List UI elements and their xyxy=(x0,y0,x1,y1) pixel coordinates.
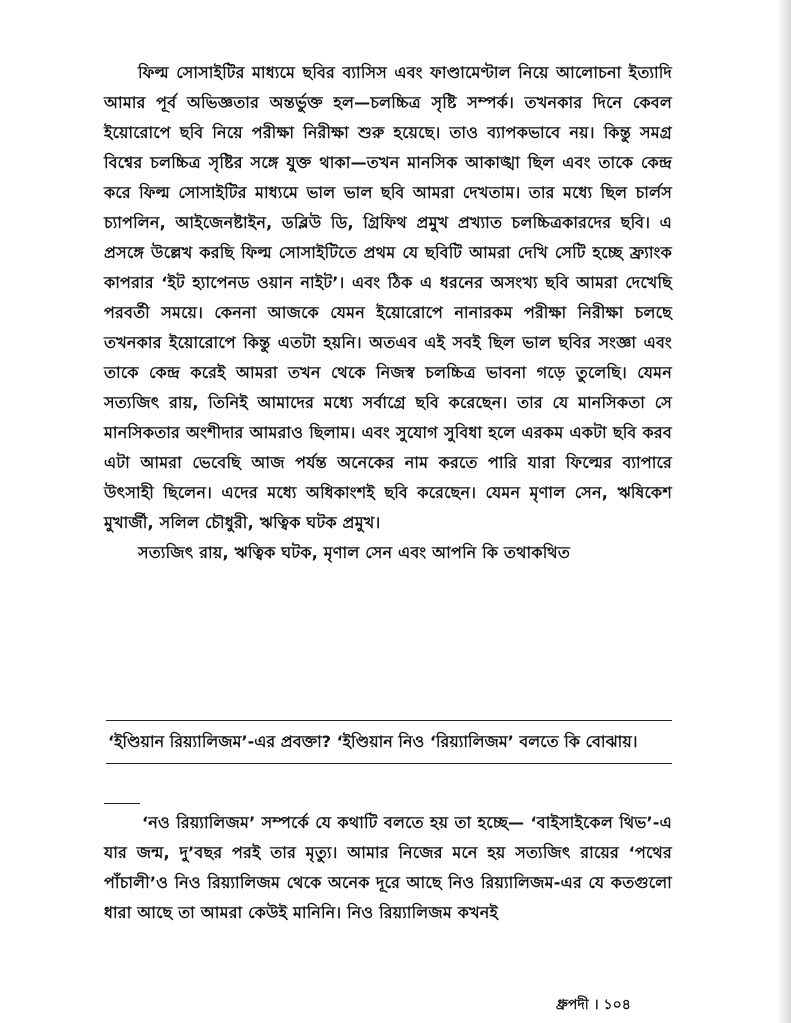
answer-separator xyxy=(104,803,140,804)
paragraph-1-last-line: সত্যজিৎ রায়, ঋত্বিক ঘটক, মৃণাল সেন এবং আপনি কি তথাকথিত xyxy=(138,543,571,562)
question-rule-top xyxy=(106,720,672,721)
interview-question: ‘ইণ্ডিয়ান রিয়্যালিজম’-এর প্রবক্তা? ‘ইণ্ডিয়ান নিও ‘রিয়্যালিজম’ বলতে কি বোঝায়। xyxy=(108,732,638,751)
body-paragraph-1 xyxy=(104,58,672,706)
page-footer: ধ্রুপদী । ১০৪ xyxy=(556,997,631,1013)
body-paragraph-2 xyxy=(104,808,672,994)
question-rule-bottom xyxy=(106,763,672,764)
paragraph-1-text: ফিল্ম সোসাইটির মাধ্যমে ছবির ব্যাসিস এবং ফাণ্ডামেণ্টাল নিয়ে আলোচনা ইত্যাদি আমার পূর্ব অভিজ্ঞতার অন্তর্ভুক্ত হল—চলচ্চিত্র সৃষ্টি সম্পর্ক। তখনকার দিনে কেবল ইয়োরোপে ছবি নিয়ে পরীক্ষা নিরীক্ষা শুরু হয়েছে। তাও ব্যাপকভাবে নয়। কিন্তু সমগ্র বিশ্বের চলচ্চিত্র সৃষ্টির সঙ্গে যুক্ত থাকা—তখন মানসিক আকাঙ্খা ছিল এবং তাকে কেন্দ্র করে ফিল্ম সোসাইটির মাধ্যমে ভাল ভাল ছবি আমরা দেখতাম। তার মধ্যে ছিল চার্লস চ্যাপলিন, আইজেনষ্টাইন, ডব্লিউ ডি, গ্রিফিথ প্রমুখ প্রখ্যাত চলচ্চিত্রকারদের ছবি। এ প্রসঙ্গে উল্লেখ করছি ফিল্ম সোসাইটিতে প্রথম যে ছবিটি আমরা দেখি সেটি হচ্ছে ফ্র্যাংক কাপরার ‘ইট হ্যাপেনড ওয়ান নাইট’। এবং ঠিক এ ধরনের অসংখ্য ছবি আমরা দেখেছি পরবর্তী সময়ে। কেননা আজকে যেমন ইয়োরোপে নানারকম পরীক্ষা নিরীক্ষা চলছে তখনকার ইয়োরোপে কিন্তু এতটা হয়নি। অতএব এই সবই ছিল ভাল ছবির সংজ্ঞা এবং তাকে কেন্দ্র করেই আমরা তখন থেকে নিজস্ব চলচ্চিত্র ভাবনা গড়ে তুলেছি। যেমন সত্যজিৎ রায়, তিনিই আমাদের মধ্যে সর্বাগ্রে ছবি করেছেন। তার যে মানসিকতা সে মানসিকতার অংশীদার আমরাও ছিলাম। এবং সুযোগ সুবিধা হলে এরকম একটা ছবি করব এটা আমরা ভেবেছি আজ পর্যন্ত অনেকের নাম করতে পারি যারা ফিল্মের ব্যাপারে উৎসাহী ছিলেন। এদের মধ্যে অধিকাংশই ছবি করেছেন। যেমন মৃণাল সেন, ঋষিকেশ মুখার্জী, সলিল চৌধুরী, ঋত্বিক ঘটক প্রমুখ। xyxy=(104,63,672,532)
paragraph-2-text: ‘নও রিয়্যালিজম’ সম্পর্কে যে কথাটি বলতে হয় তা হচ্ছে— ‘বাইসাইকেল থিভ’-এ যার জন্ম, দু’বছর পরই তার মৃত্যু। আমার নিজের মনে হয় সত্যজিৎ রায়ের ‘পথের পাঁচালী’ও নিও রিয়্যালিজম থেকে অনেক দূরে আছে নিও রিয়্যালিজম-এর যে কতগুলো ধারা আছে তা আমরা কেউই মানিনি। নিও রিয়্যালিজম কখনই xyxy=(104,813,672,922)
page-edge-shadow xyxy=(777,0,791,1023)
